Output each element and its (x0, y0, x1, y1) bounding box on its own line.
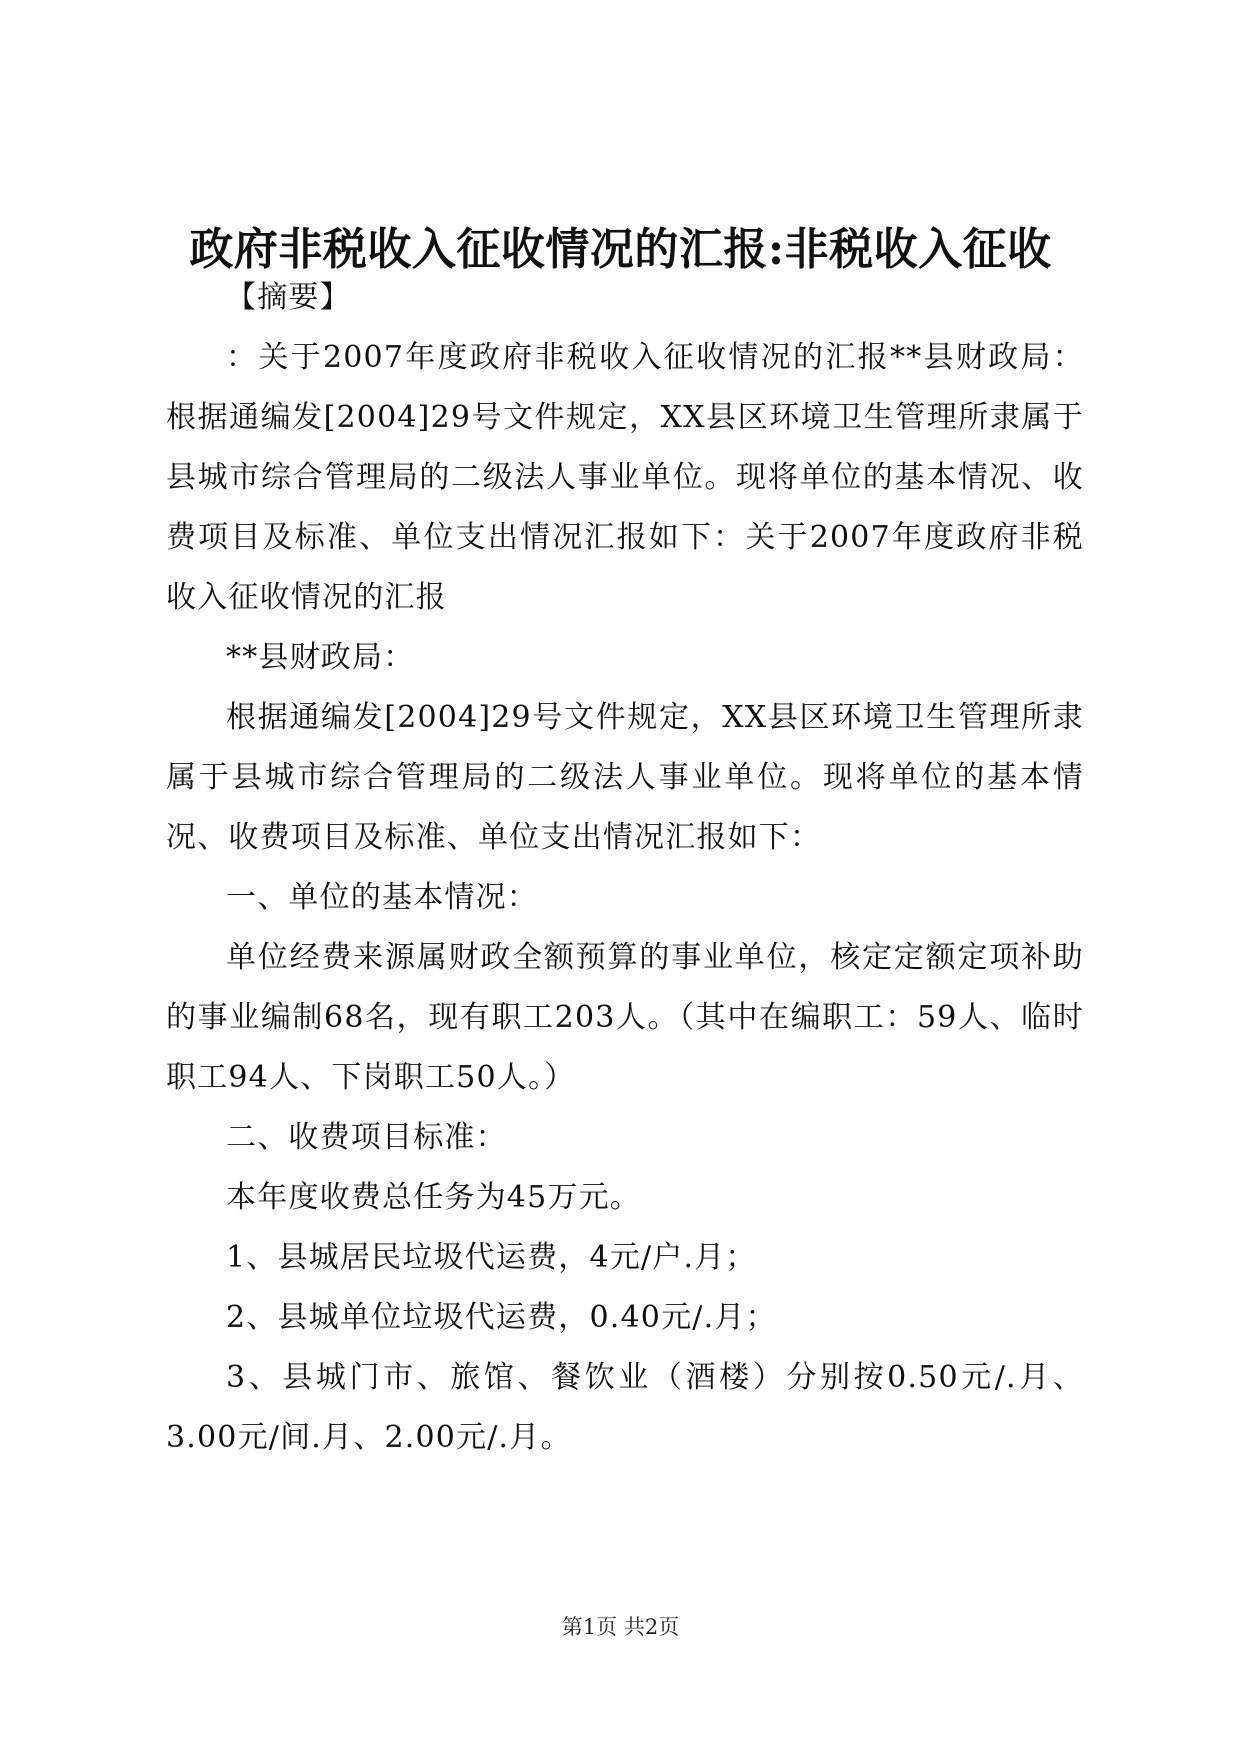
section-heading-1: 一、单位的基本情况： (226, 880, 538, 915)
abstract-heading: 【摘要】 (226, 280, 351, 315)
page-footer: 第1页 共2页 (561, 1615, 680, 1639)
fee-total: 本年度收费总任务为45万元。 (226, 1180, 641, 1215)
fee-item-2: 2、县城单位垃圾代运费，0.40元/.月； (226, 1300, 777, 1335)
document-body (166, 268, 1084, 1468)
salutation: **县财政局： (226, 640, 415, 675)
document-title: 政府非税收入征收情况的汇报:非税收入征收 (189, 224, 1052, 275)
abstract-paragraph: ：关于2007年度政府非税收入征收情况的汇报**县财政局：根据通编发[2004]29号文件规定，XX县区环境卫生管理所隶属于县城市综合管理局的二级法人事业单位。现将单位的基本情况、收费项目及标准、单位支出情况汇报如下：关于2007年度政府非税收入征收情况的汇报 (166, 340, 1084, 615)
intro-paragraph: 根据通编发[2004]29号文件规定，XX县区环境卫生管理所隶属于县城市综合管理局的二级法人事业单位。现将单位的基本情况、收费项目及标准、单位支出情况汇报如下： (166, 700, 1084, 855)
section-heading-2: 二、收费项目标准： (226, 1120, 507, 1155)
fee-item-3: 3、县城门市、旅馆、餐饮业（酒楼）分别按0.50元/.月、3.00元/间.月、2.00元/.月。 (166, 1360, 1084, 1455)
section-paragraph-1: 单位经费来源属财政全额预算的事业单位，核定定额定项补助的事业编制68名，现有职工203人。（其中在编职工：59人、临时职工94人、下岗职工50人。） (166, 940, 1084, 1095)
fee-item-1: 1、县城居民垃圾代运费，4元/户.月； (226, 1240, 757, 1275)
